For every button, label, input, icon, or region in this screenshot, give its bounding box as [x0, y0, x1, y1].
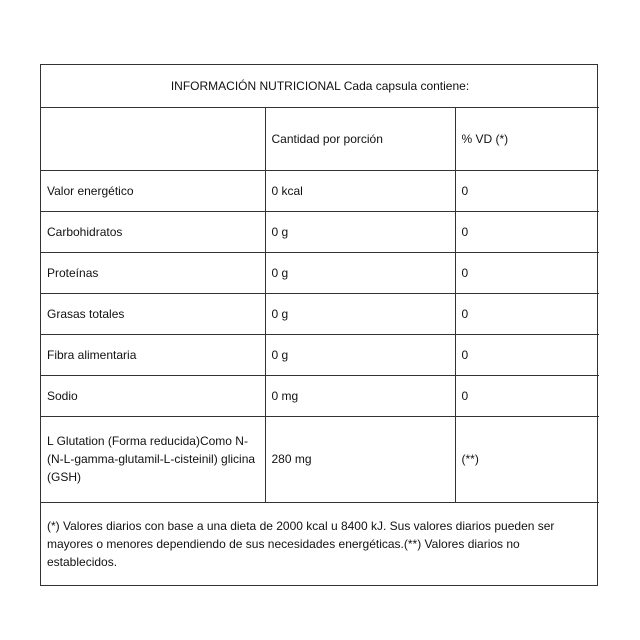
nutrition-facts-panel	[40, 64, 598, 586]
nutrient-name: Carbohidratos	[41, 211, 265, 252]
table-title-row	[41, 65, 599, 107]
nutrient-daily-value: 0	[455, 375, 599, 416]
nutrient-name: Grasas totales	[41, 293, 265, 334]
footnote-row	[41, 502, 599, 586]
nutrient-name: Valor energético	[41, 170, 265, 211]
header-amount: Cantidad por porción	[265, 107, 455, 170]
table-row	[41, 416, 599, 502]
nutrient-name: L Glutation (Forma reducida)Como N-(N-L-gamma-glutamil-L-cisteinil) glicina (GSH)	[41, 416, 265, 502]
table-header-row	[41, 107, 599, 170]
table-row	[41, 293, 599, 334]
nutrition-table	[41, 65, 599, 586]
table-row	[41, 375, 599, 416]
footnote-text: (*) Valores diarios con base a una dieta de 2000 kcal u 8400 kJ. Sus valores diarios pueden ser mayores o menores dependiendo de sus necesidades energéticas.(**) Valores diarios no establecidos.	[41, 502, 599, 586]
table-title: INFORMACIÓN NUTRICIONAL Cada capsula contiene:	[41, 65, 599, 107]
table-row	[41, 252, 599, 293]
nutrient-daily-value: 0	[455, 334, 599, 375]
nutrient-amount: 0 g	[265, 211, 455, 252]
nutrient-daily-value: 0	[455, 211, 599, 252]
header-daily-value: % VD (*)	[455, 107, 599, 170]
nutrient-daily-value: (**)	[455, 416, 599, 502]
nutrient-amount: 0 g	[265, 252, 455, 293]
nutrient-amount: 0 g	[265, 293, 455, 334]
nutrient-amount: 280 mg	[265, 416, 455, 502]
nutrient-daily-value: 0	[455, 170, 599, 211]
nutrient-name: Fibra alimentaria	[41, 334, 265, 375]
nutrient-amount: 0 mg	[265, 375, 455, 416]
table-row	[41, 170, 599, 211]
nutrient-amount: 0 kcal	[265, 170, 455, 211]
header-nutrient	[41, 107, 265, 170]
table-row	[41, 334, 599, 375]
table-row	[41, 211, 599, 252]
nutrient-name: Sodio	[41, 375, 265, 416]
nutrient-daily-value: 0	[455, 293, 599, 334]
nutrient-daily-value: 0	[455, 252, 599, 293]
nutrient-amount: 0 g	[265, 334, 455, 375]
nutrient-name: Proteínas	[41, 252, 265, 293]
